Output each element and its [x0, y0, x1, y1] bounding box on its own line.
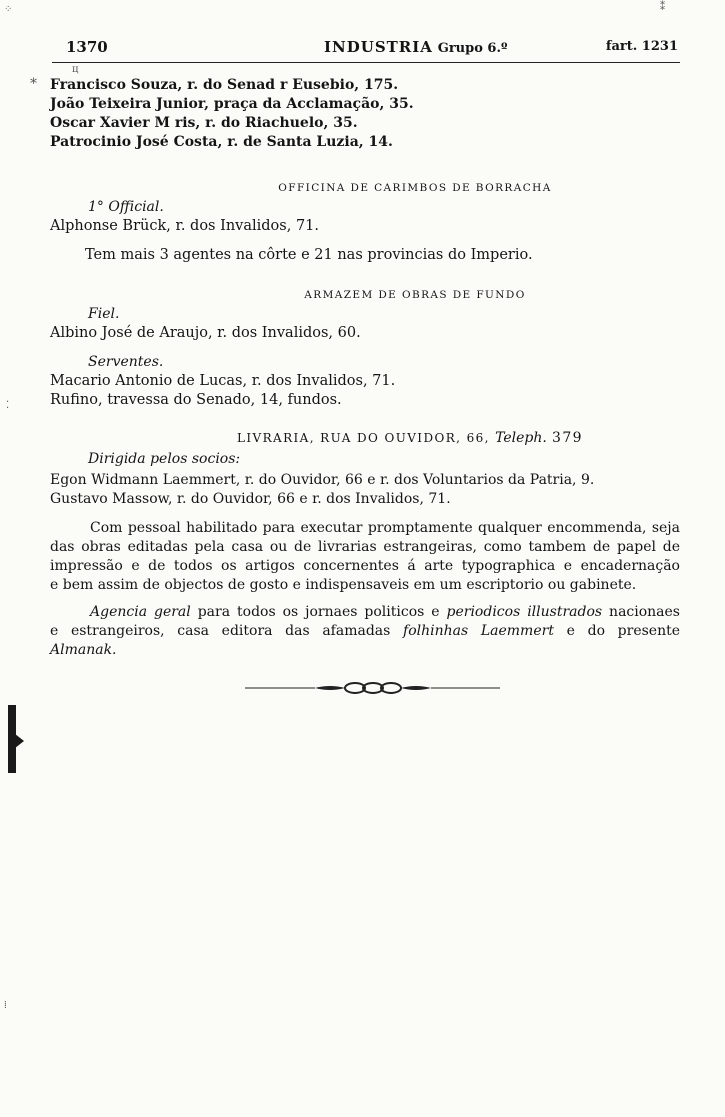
- periodicals-label: periodicos illustrados: [446, 604, 603, 620]
- folhinhas-label: folhinhas Laemmert: [403, 623, 554, 639]
- paragraph-line: [50, 622, 680, 641]
- section-title: [140, 430, 680, 446]
- scan-speck: ⁘: [4, 4, 13, 15]
- paragraph-line: [50, 603, 680, 622]
- paragraph-text: e do presente: [566, 623, 681, 639]
- name-list: [50, 76, 680, 152]
- section-title-number: 379: [552, 430, 583, 446]
- paragraph: [50, 519, 680, 595]
- note-line: Tem mais 3 agentes na côrte e 21 nas provincias do Imperio.: [85, 247, 533, 263]
- list-item: Rufino, travessa do Senado, 14, fundos.: [50, 392, 342, 408]
- role-heading: 1° Official.: [88, 199, 164, 215]
- paragraph-text: e estrangeiros, casa editora das afamadas: [50, 623, 391, 639]
- paragraph-line: Com pessoal habilitado para executar promptamente qualquer encommenda, seja: [90, 520, 680, 536]
- list-item: Alphonse Brück, r. dos Invalidos, 71.: [50, 218, 320, 234]
- section-title-teleph: Teleph.: [495, 430, 547, 446]
- list-item: João Teixeira Junior, praça da Acclamação, 35.: [50, 96, 414, 112]
- paragraph-line: das obras editadas pela casa ou de livrarias estrangeiras, como tambem de papel de: [50, 539, 680, 555]
- section-title: ARMAZEM DE OBRAS DE FUNDO: [304, 289, 526, 301]
- list-item: Francisco Souza, r. do Senad r Eusebio, 175.: [50, 77, 399, 93]
- role-heading: Fiel.: [88, 306, 120, 322]
- list-item: Patrocinio José Costa, r. de Santa Luzia, 14.: [50, 134, 393, 150]
- page-header: [52, 38, 680, 63]
- title-word: INDUSTRIA: [324, 38, 433, 56]
- list-item: Albino José de Araujo, r. dos Invalidos, 60.: [50, 325, 361, 341]
- ornament-divider: [245, 680, 500, 696]
- article-label: fart. 1231: [605, 39, 678, 54]
- paragraph: [50, 603, 680, 660]
- scan-speck: ⁞: [4, 1000, 7, 1011]
- running-title: [324, 38, 507, 56]
- agency-label: Agencia geral: [90, 604, 191, 620]
- list-item: Oscar Xavier M ris, r. do Riachuelo, 35.: [50, 115, 358, 131]
- paragraph-text: nacionaes: [609, 604, 680, 620]
- section-title-text: LIVRARIA, RUA DO OUVIDOR, 66,: [237, 431, 490, 445]
- scan-speck: ⁚: [6, 400, 10, 411]
- almanak-label: Almanak.: [50, 642, 117, 658]
- section-title: OFFICINA DE CARIMBOS DE BORRACHA: [278, 182, 552, 194]
- list-item: Macario Antonio de Lucas, r. dos Invalidos, 71.: [50, 373, 396, 389]
- scan-edge-mark: [10, 730, 24, 752]
- page-body: [50, 70, 680, 660]
- paragraph-text: para todos os jornaes politicos e: [197, 604, 440, 620]
- group-label: Grupo 6.º: [437, 41, 508, 56]
- list-item: Egon Widmann Laemmert, r. do Ouvidor, 66 e r. dos Voluntarios da Patria, 9.: [50, 472, 595, 488]
- list-item: Gustavo Massow, r. do Ouvidor, 66 e r. dos Invalidos, 71.: [50, 491, 451, 507]
- scan-speck: *: [30, 76, 37, 92]
- scan-speck: ⁑: [660, 2, 665, 13]
- scan-speck: ц: [72, 64, 79, 75]
- paragraph-line: impressão e de todos os artigos concernentes á arte typographica e encadernação: [50, 558, 680, 574]
- role-heading: Serventes.: [88, 354, 164, 370]
- page-number: 1370: [66, 38, 108, 56]
- paragraph-line: [50, 641, 680, 660]
- role-heading: Dirigida pelos socios:: [88, 451, 241, 467]
- paragraph-line: e bem assim de objectos de gosto e indispensaveis em um escriptorio ou gabinete.: [50, 577, 637, 593]
